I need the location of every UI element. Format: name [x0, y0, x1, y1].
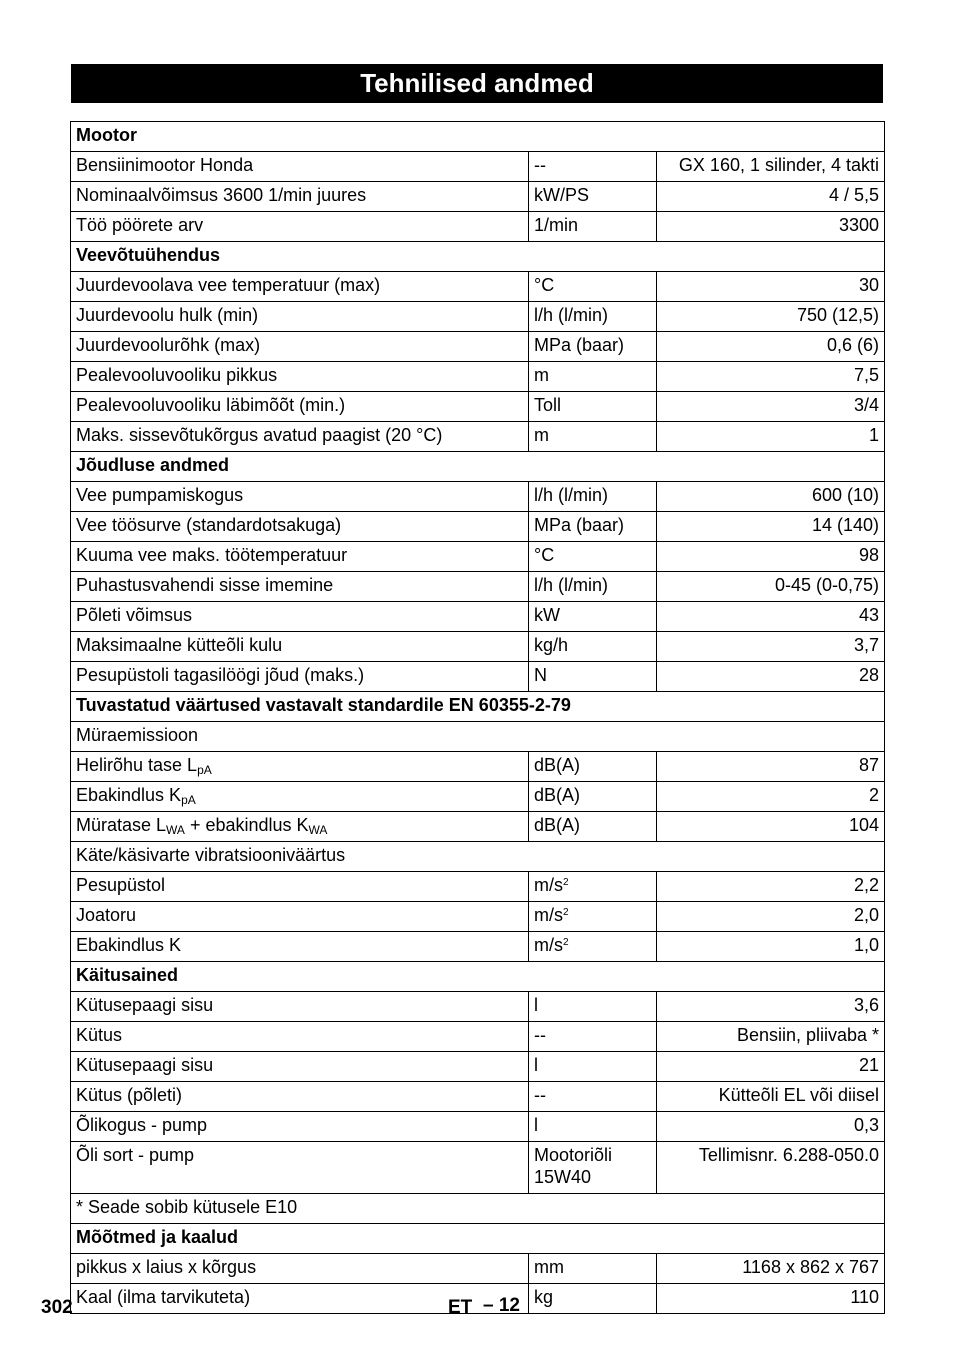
spec-value: 3/4	[657, 392, 885, 422]
spec-unit: m	[529, 362, 657, 392]
spec-unit: 1/min	[529, 212, 657, 242]
spec-value: 1168 x 862 x 767	[657, 1254, 885, 1284]
spec-value: 7,5	[657, 362, 885, 392]
spec-value: 4 / 5,5	[657, 182, 885, 212]
table-row	[71, 752, 885, 782]
spec-label: Kuuma vee maks. töötemperatuur	[71, 542, 529, 572]
section-header: Jõudluse andmed	[71, 452, 885, 482]
spec-unit-text: m/s	[534, 935, 563, 955]
section-row	[71, 692, 885, 722]
spec-label: Kaal (ilma tarvikuteta)	[71, 1284, 529, 1314]
table-row	[71, 152, 885, 182]
spec-label: Kütus	[71, 1022, 529, 1052]
spec-unit: °C	[529, 272, 657, 302]
spec-value: 1	[657, 422, 885, 452]
spec-value: 600 (10)	[657, 482, 885, 512]
spec-label-subscript: pA	[197, 763, 212, 777]
spec-value: 3,7	[657, 632, 885, 662]
spec-label: Pealevooluvooliku pikkus	[71, 362, 529, 392]
section-header: Tuvastatud väärtused vastavalt standardile EN 60355-2-79	[71, 692, 885, 722]
spec-label: Nominaalvõimsus 3600 1/min juures	[71, 182, 529, 212]
technical-data-table	[70, 121, 885, 1314]
spec-value: 0,6 (6)	[657, 332, 885, 362]
spec-label-text: + ebakindlus K	[184, 815, 309, 835]
spec-value: Kütteõli EL või diisel	[657, 1082, 885, 1112]
spec-unit: dB(A)	[529, 812, 657, 842]
table-row	[71, 992, 885, 1022]
table-row	[71, 392, 885, 422]
spec-unit: MPa (baar)	[529, 512, 657, 542]
table-row	[71, 782, 885, 812]
section-header: Mootor	[71, 122, 885, 152]
spec-label-text: Helirõhu tase L	[76, 755, 198, 775]
spec-label: Töö pöörete arv	[71, 212, 529, 242]
spec-unit	[529, 902, 657, 932]
spec-value: Bensiin, pliivaba *	[657, 1022, 885, 1052]
spec-label: Pesupüstoli tagasilöögi jõud (maks.)	[71, 662, 529, 692]
spec-label: Bensiinimootor Honda	[71, 152, 529, 182]
spec-label: Vee pumpamiskogus	[71, 482, 529, 512]
spec-value: 104	[657, 812, 885, 842]
spec-unit: m	[529, 422, 657, 452]
spec-value: 28	[657, 662, 885, 692]
spec-unit: kW/PS	[529, 182, 657, 212]
footnote: * Seade sobib kütusele E10	[71, 1194, 885, 1224]
spec-unit-superscript: 2	[563, 937, 569, 948]
spec-label: Pesupüstol	[71, 872, 529, 902]
spec-value: 30	[657, 272, 885, 302]
spec-value: 0-45 (0-0,75)	[657, 572, 885, 602]
table-row	[71, 602, 885, 632]
table-row	[71, 632, 885, 662]
table-row	[71, 512, 885, 542]
spec-value: GX 160, 1 silinder, 4 takti	[657, 152, 885, 182]
table-row	[71, 662, 885, 692]
spec-unit: MPa (baar)	[529, 332, 657, 362]
spec-unit: --	[529, 1082, 657, 1112]
spec-value: 2,0	[657, 902, 885, 932]
spec-value: 21	[657, 1052, 885, 1082]
table-row	[71, 812, 885, 842]
spec-label: Puhastusvahendi sisse imemine	[71, 572, 529, 602]
spec-unit-superscript: 2	[563, 877, 569, 888]
spec-unit	[529, 932, 657, 962]
spec-label: Kütusepaagi sisu	[71, 992, 529, 1022]
spec-label	[71, 782, 529, 812]
section-header: Käitusained	[71, 962, 885, 992]
subsection-row	[71, 722, 885, 752]
spec-unit: l	[529, 1112, 657, 1142]
spec-value: 3,6	[657, 992, 885, 1022]
spec-label: pikkus x laius x kõrgus	[71, 1254, 529, 1284]
spec-unit: l	[529, 1052, 657, 1082]
spec-value: 3300	[657, 212, 885, 242]
table-row	[71, 1052, 885, 1082]
spec-value: 98	[657, 542, 885, 572]
spec-unit: mm	[529, 1254, 657, 1284]
spec-label-text: Ebakindlus K	[76, 785, 182, 805]
table-row	[71, 1254, 885, 1284]
table-row	[71, 932, 885, 962]
subsection-header: Müraemissioon	[71, 722, 885, 752]
spec-label: Kütusepaagi sisu	[71, 1052, 529, 1082]
table-row	[71, 332, 885, 362]
spec-unit: kg/h	[529, 632, 657, 662]
spec-value: Tellimisnr. 6.288-050.0	[657, 1142, 885, 1194]
spec-value: 43	[657, 602, 885, 632]
spec-label: Kütus (põleti)	[71, 1082, 529, 1112]
table-row	[71, 1082, 885, 1112]
spec-unit: °C	[529, 542, 657, 572]
section-header: Mõõtmed ja kaalud	[71, 1224, 885, 1254]
page-number: 302	[41, 1297, 73, 1318]
spec-label: Juurdevoolava vee temperatuur (max)	[71, 272, 529, 302]
spec-value: 0,3	[657, 1112, 885, 1142]
spec-value: 87	[657, 752, 885, 782]
spec-label: Juurdevoolurõhk (max)	[71, 332, 529, 362]
table-row	[71, 212, 885, 242]
section-row	[71, 452, 885, 482]
table-row	[71, 542, 885, 572]
spec-label	[71, 812, 529, 842]
spec-label: Põleti võimsus	[71, 602, 529, 632]
section-row	[71, 962, 885, 992]
spec-label: Vee töösurve (standardotsakuga)	[71, 512, 529, 542]
language-code: ET	[448, 1297, 473, 1318]
table-row	[71, 422, 885, 452]
section-row	[71, 122, 885, 152]
table-row	[71, 302, 885, 332]
footnote-row	[71, 1194, 885, 1224]
table-row	[71, 272, 885, 302]
spec-unit-text: m/s	[534, 875, 563, 895]
spec-unit: l/h (l/min)	[529, 302, 657, 332]
section-page-ref: – 12	[483, 1295, 520, 1316]
spec-unit-superscript: 2	[563, 907, 569, 918]
spec-unit: kW	[529, 602, 657, 632]
table-row	[71, 572, 885, 602]
subsection-row	[71, 842, 885, 872]
spec-label: Õlikogus - pump	[71, 1112, 529, 1142]
spec-unit: dB(A)	[529, 752, 657, 782]
section-row	[71, 242, 885, 272]
spec-value: 14 (140)	[657, 512, 885, 542]
spec-unit	[529, 872, 657, 902]
table-row	[71, 1112, 885, 1142]
spec-unit: --	[529, 152, 657, 182]
spec-unit: kg	[529, 1284, 657, 1314]
table-row	[71, 1022, 885, 1052]
table-row	[71, 482, 885, 512]
spec-label: Joatoru	[71, 902, 529, 932]
spec-unit: l/h (l/min)	[529, 572, 657, 602]
spec-label-subscript: pA	[181, 793, 196, 807]
spec-label-text: Müratase L	[76, 815, 167, 835]
spec-value: 750 (12,5)	[657, 302, 885, 332]
spec-unit: N	[529, 662, 657, 692]
spec-label-subscript: WA	[308, 823, 328, 837]
section-row	[71, 1224, 885, 1254]
spec-label-subscript: WA	[166, 823, 185, 837]
spec-value: 1,0	[657, 932, 885, 962]
spec-unit: dB(A)	[529, 782, 657, 812]
spec-value: 2	[657, 782, 885, 812]
spec-unit: l	[529, 992, 657, 1022]
table-row	[71, 872, 885, 902]
spec-unit: Toll	[529, 392, 657, 422]
page-title: Tehnilised andmed	[71, 64, 883, 103]
spec-label: Maksimaalne kütteõli kulu	[71, 632, 529, 662]
spec-label: Õli sort - pump	[71, 1142, 529, 1194]
spec-label: Pealevooluvooliku läbimõõt (min.)	[71, 392, 529, 422]
spec-label: Maks. sissevõtukõrgus avatud paagist (20 °C)	[71, 422, 529, 452]
subsection-header: Käte/käsivarte vibratsiooniväärtus	[71, 842, 885, 872]
spec-unit: Mootoriõli 15W40	[529, 1142, 657, 1194]
table-row	[71, 182, 885, 212]
table-row	[71, 362, 885, 392]
spec-unit: l/h (l/min)	[529, 482, 657, 512]
spec-value: 110	[657, 1284, 885, 1314]
table-row	[71, 1284, 885, 1314]
spec-value: 2,2	[657, 872, 885, 902]
table-row	[71, 1142, 885, 1194]
spec-label	[71, 752, 529, 782]
spec-unit: --	[529, 1022, 657, 1052]
spec-label: Juurdevoolu hulk (min)	[71, 302, 529, 332]
spec-label: Ebakindlus K	[71, 932, 529, 962]
table-row	[71, 902, 885, 932]
section-header: Veevõtuühendus	[71, 242, 885, 272]
spec-unit-text: m/s	[534, 905, 563, 925]
